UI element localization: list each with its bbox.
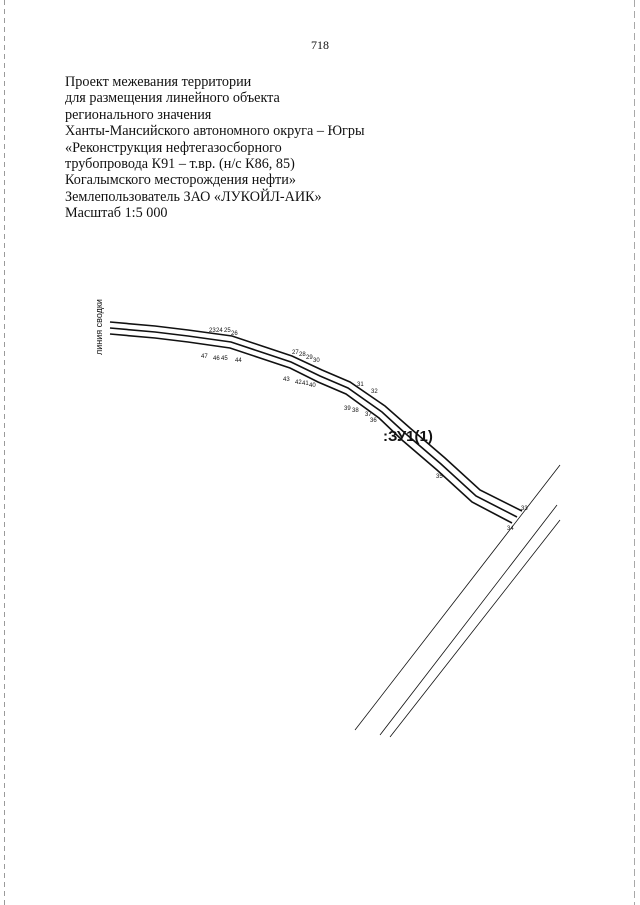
boundary-line: [355, 465, 560, 730]
point-label: 35: [436, 474, 443, 480]
point-label: 36: [370, 418, 377, 424]
scale-line: Масштаб 1:5 000: [65, 205, 168, 222]
side-label: линия сводки: [94, 299, 104, 355]
pipeline-corridor: [110, 322, 522, 523]
header-line: «Реконструкция нефтегазосборного: [65, 139, 282, 156]
header-line: Проект межевания территории: [65, 74, 252, 90]
corridor-lower-boundary: [110, 334, 512, 523]
point-label: 23: [209, 328, 216, 334]
point-label: 34: [507, 526, 514, 532]
neighbouring-boundaries: [355, 465, 560, 737]
header-line: для размещения линейного объекта: [65, 90, 280, 107]
point-label: 38: [352, 408, 359, 414]
point-label: 45: [221, 356, 228, 362]
header-line: Землепользователь ЗАО «ЛУКОЙЛ-АИК»: [65, 188, 322, 205]
header-line: регионального значения: [65, 106, 212, 123]
page-number: 718: [311, 38, 329, 52]
corridor-upper-boundary: [110, 322, 522, 511]
point-label: 40: [309, 383, 316, 389]
point-label: 42: [295, 380, 302, 386]
point-label: 44: [235, 358, 242, 364]
point-label: 30: [313, 358, 320, 364]
header-line: Ханты-Мансийского автономного округа – Югры: [65, 123, 365, 140]
boundary-line: [380, 505, 557, 735]
point-label: 31: [357, 382, 364, 388]
point-label: 27: [292, 350, 299, 356]
point-label: 28: [299, 352, 306, 358]
point-label: 39: [344, 406, 351, 412]
boundary-line: [390, 520, 560, 737]
point-label: 46: [213, 356, 220, 362]
point-label: 37: [365, 412, 372, 418]
point-label: 47: [201, 354, 208, 360]
corridor-centerline: [110, 328, 517, 517]
header-line: Когалымского месторождения нефти»: [65, 172, 296, 189]
point-label: 43: [283, 377, 290, 383]
point-label: 33: [521, 506, 528, 512]
point-label: 26: [231, 331, 238, 337]
header-line: трубопровода К91 – т.вр. (н/с К86, 85): [65, 156, 295, 173]
point-label: 24: [216, 328, 223, 334]
point-label: 25: [224, 328, 231, 334]
point-label: 41: [302, 381, 309, 387]
point-label: 29: [306, 355, 313, 361]
parcel-label: :ЗУ1(1): [383, 428, 433, 445]
point-label: 32: [371, 389, 378, 395]
